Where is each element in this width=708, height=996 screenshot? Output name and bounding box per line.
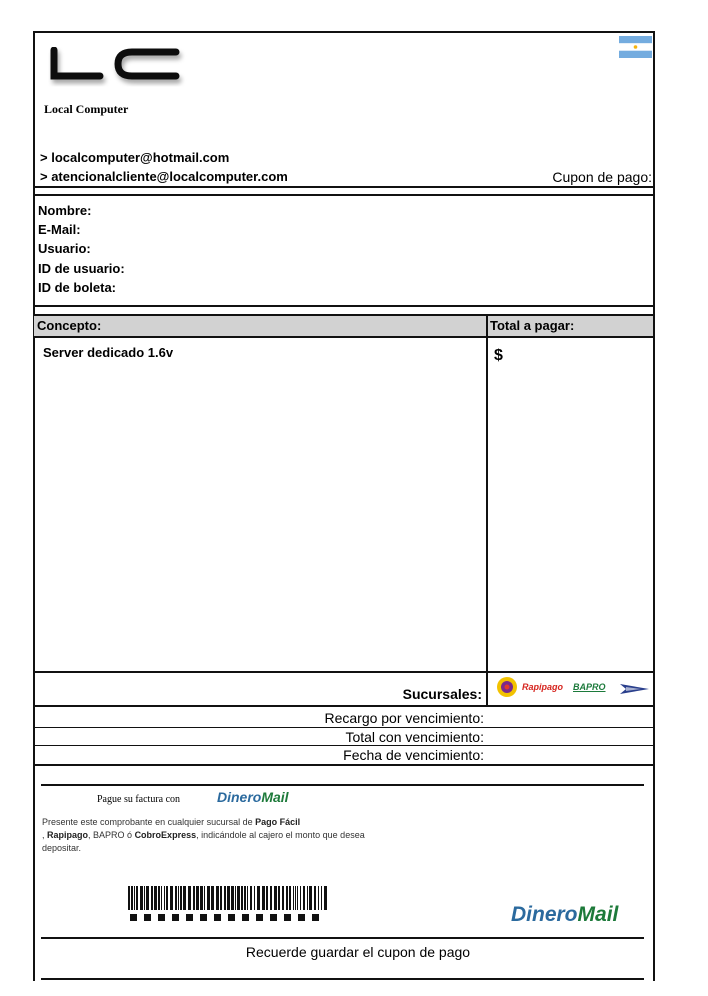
dinero-text: Dinero [217, 789, 262, 805]
barcode-bar [293, 886, 294, 910]
barcode-block [186, 914, 193, 921]
barcode-bar [309, 886, 312, 910]
concepto-item: Server dedicado 1.6v [43, 345, 174, 360]
barcode-bar [154, 886, 157, 910]
divider [41, 978, 644, 980]
barcode-bar [286, 886, 288, 910]
barcode-bar [211, 886, 214, 910]
divider [33, 727, 655, 728]
barcode-bar [237, 886, 240, 910]
barcode-bar [170, 886, 173, 910]
cupon-label: Cupon de pago: [552, 169, 652, 185]
barcode-block [172, 914, 179, 921]
barcode-bar [188, 886, 191, 910]
barcode-block [298, 914, 305, 921]
barcode-block [214, 914, 221, 921]
id-usuario-label: ID de usuario: [38, 261, 125, 276]
dinero-text: Dinero [511, 903, 578, 926]
usuario-label: Usuario: [38, 241, 91, 256]
barcode [128, 886, 328, 922]
barcode-bar [183, 886, 186, 910]
barcode-bar [318, 886, 319, 910]
barcode-bar [193, 886, 195, 910]
barcode-bar [146, 886, 149, 910]
barcode-block [256, 914, 263, 921]
total-header: Total a pagar: [490, 318, 575, 333]
barcode-bar [324, 886, 327, 910]
divider [33, 194, 655, 196]
barcode-bar [151, 886, 153, 910]
barcode-block [284, 914, 291, 921]
barcode-bar [314, 886, 316, 910]
barcode-bar [295, 886, 296, 910]
barcode-bar [250, 886, 252, 910]
barcode-bar [134, 886, 135, 910]
pague-text: Pague su factura con [97, 794, 181, 805]
cobroexpress-logo [619, 682, 650, 696]
barcode-block [228, 914, 235, 921]
fecha-vencimiento-label: Fecha de vencimiento: [343, 747, 484, 763]
lc-logo [48, 46, 188, 90]
barcode-bar [166, 886, 168, 910]
barcode-bar [227, 886, 230, 910]
barcode-bar [274, 886, 277, 910]
barcode-bar [196, 886, 199, 910]
amount-symbol: $ [494, 347, 503, 364]
barcode-bar [140, 886, 143, 910]
barcode-bar [224, 886, 226, 910]
pago-facil-logo [495, 676, 519, 698]
barcode-bar [131, 886, 133, 910]
barcode-bar [307, 886, 308, 910]
rapipago-logo: Rapipago [522, 682, 564, 692]
barcode-block [144, 914, 151, 921]
barcode-bar [180, 886, 182, 910]
divider [41, 937, 644, 939]
barcode-bar [216, 886, 219, 910]
barcode-bar [161, 886, 162, 910]
barcode-bar [200, 886, 203, 910]
barcode-bar [204, 886, 205, 910]
recargo-label: Recargo por vencimiento: [324, 710, 484, 726]
barcode-bar [128, 886, 130, 910]
barcode-bar [220, 886, 222, 910]
barcode-bar [235, 886, 236, 910]
barcode-block [242, 914, 249, 921]
barcode-block [130, 914, 137, 921]
column-divider [486, 316, 488, 705]
barcode-bar [321, 886, 322, 910]
barcode-bar [278, 886, 280, 910]
barcode-bar [244, 886, 246, 910]
dineromail-logo-large [511, 903, 618, 927]
barcode-bar [303, 886, 305, 910]
barcode-bar [270, 886, 272, 910]
barcode-bar [282, 886, 284, 910]
divider [33, 186, 655, 188]
divider [33, 764, 655, 766]
barcode-bar [158, 886, 160, 910]
bapro-logo: BAPRO [573, 682, 606, 692]
barcode-bar [289, 886, 291, 910]
barcode-block [158, 914, 165, 921]
barcode-bar [247, 886, 248, 910]
divider [41, 784, 644, 786]
dineromail-logo-small [217, 789, 289, 805]
divider [33, 305, 655, 307]
barcode-bar [297, 886, 298, 910]
barcode-block [270, 914, 277, 921]
barcode-bar [136, 886, 138, 910]
barcode-bar [231, 886, 234, 910]
barcode-bar [207, 886, 210, 910]
mail-text: Mail [261, 789, 289, 805]
barcode-bar [300, 886, 301, 910]
barcode-bar [262, 886, 265, 910]
id-boleta-label: ID de boleta: [38, 280, 117, 295]
instructions-text: Presente este comprobante en cualquier sucursal de Pago Fácil , Rapipago, BAPRO ó CobroExpress, indicándole al cajero el monto que desea depositar. [42, 817, 365, 853]
barcode-bar [254, 886, 255, 910]
company-name: Local Computer [44, 102, 129, 116]
barcode-block [200, 914, 207, 921]
barcode-bar [175, 886, 177, 910]
barcode-bar [241, 886, 243, 910]
total-vencimiento-label: Total con vencimiento: [345, 729, 484, 745]
barcode-bar [144, 886, 145, 910]
divider [33, 671, 655, 673]
nombre-label: Nombre: [38, 203, 92, 218]
barcode-block [312, 914, 319, 921]
divider [33, 745, 655, 746]
email-label: E-Mail: [38, 222, 81, 237]
mail-text: Mail [577, 903, 619, 926]
barcode-bar [266, 886, 268, 910]
contact-email-1[interactable]: > localcomputer@hotmail.com [40, 150, 230, 165]
recuerde-text: Recuerde guardar el cupon de pago [245, 944, 471, 960]
sucursales-label: Sucursales: [402, 686, 482, 702]
argentina-flag-icon [619, 36, 652, 58]
barcode-bar [257, 886, 260, 910]
concepto-header: Concepto: [37, 318, 102, 333]
divider [33, 705, 655, 707]
contact-email-2[interactable]: > atencionalcliente@localcomputer.com [40, 169, 288, 184]
barcode-bar [178, 886, 179, 910]
barcode-bar [164, 886, 165, 910]
divider [33, 336, 655, 338]
